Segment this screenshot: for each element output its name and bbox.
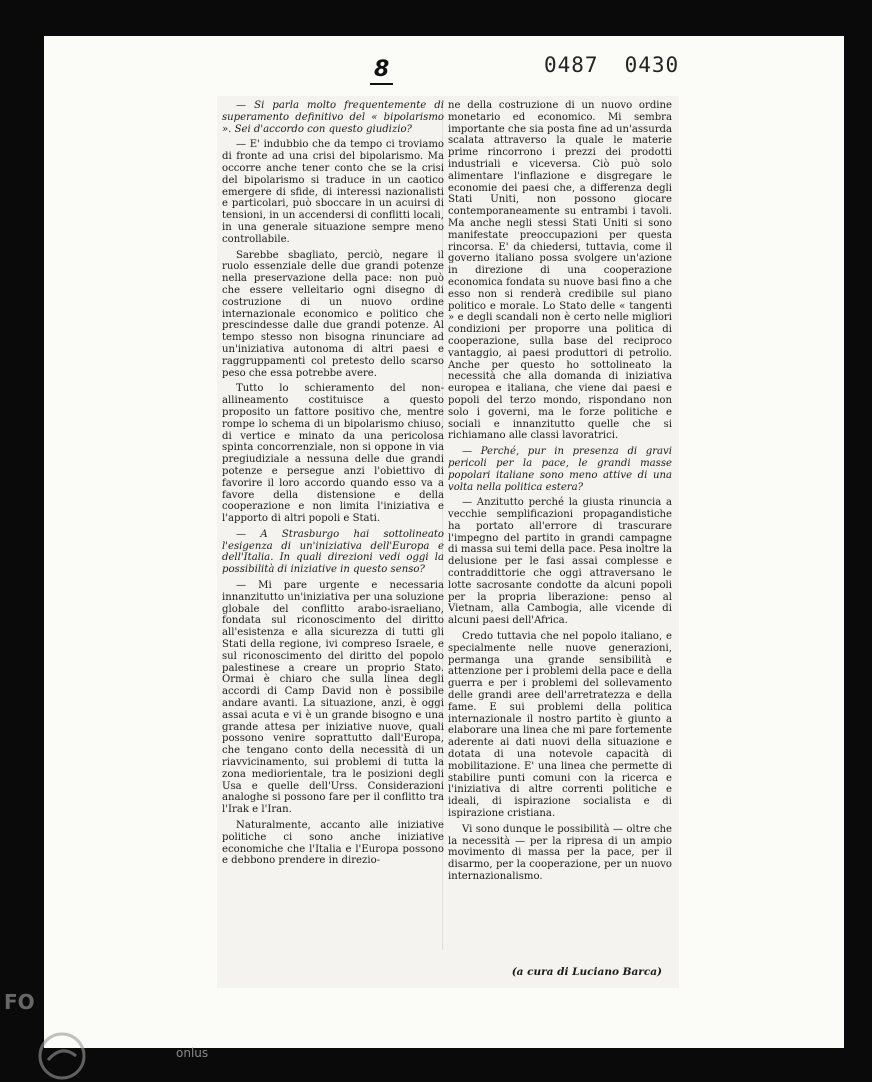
paragraph-continued: ne della costruzione di un nuovo ordine monetario ed economico. Mi sembra importante che sia posta fine ad un'assurda scalata attraverso la quale le materie prime rincorrono i prezzi dei prodotti industriali e viceversa. Ciò può solo alimentare l'inflazione e disgregare le economie dei paesi che, a differenza degli Stati Uniti, non possono giocare contemporaneamente su entrambi i tavoli. Ma anche negli stessi Stati Uniti si sono manifestate preoccupazioni per questa rincorsa. E' da chiedersi, tuttavia, come il governo italiano possa svolgere un'azione in direzione di una cooperazione economica fondata su nuove basi fino a che esso non si renderà credibile sul piano politico e morale. Lo Stato delle « tangenti » e degli scandali non è certo nelle migliori condizioni per proporre una politica di cooperazione, sulla base del reciproco vantaggio, ai paesi produttori di petrolio. Anche per questo ho sottolineato la necessità che alla domanda di iniziativa europea e italiana, che viene dai paesi e popoli del terzo mondo, rispondano non solo i governi, ma le forze politiche e sociali e innanzitutto quelle che si richiamano alle classi lavoratrici.: [448, 100, 672, 442]
watermark-logo-text: FO: [4, 990, 35, 1014]
archive-number-1: 0487: [544, 53, 599, 77]
paragraph-question: — Perché, pur in presenza di gravi pericoli per la pace, le grandi masse popolari italiane sono meno attive di una volta nella politica estera?: [448, 446, 672, 493]
paragraph: Vi sono dunque le possibilità — oltre che la necessità — per la ripresa di un ampio movimento di massa per la pace, per il disarmo, per la cooperazione, per un nuovo internazionalismo.: [448, 823, 672, 882]
paragraph: Credo tuttavia che nel popolo italiano, e specialmente nelle nuove generazioni, permanga una grande sensibilità e attenzione per i problemi della pace e della guerra e per i problemi del sollevamento delle grandi aree dell'arretratezza e della fame. E sui problemi della politica internazionale il nostro partito è giunto a elaborare una linea che mi pare fortemente aderente ai dati nuovi della situazione e dotata di una notevole capacità di mobilitazione. E' una linea che permette di stabilire punti comuni con la ricerca e l'iniziativa di altre correnti politiche e ideali, di ispirazione socialista e di ispirazione cristiana.: [448, 631, 672, 820]
paragraph: — E' indubbio che da tempo ci troviamo di fronte ad una crisi del bipolarismo. Ma occorre anche tener conto che se la crisi del bipolarismo si traduce in un caotico emergere di sfide, di interessi nazionalisti e particolari, può sboccare in un acuirsi di tensioni, in un accendersi di conflitti locali, in una generale situazione sempre meno controllabile.: [222, 139, 444, 245]
paragraph-question: — Si parla molto frequentemente di superamento definitivo del « bipolarismo ». Sei d'accordo con questo giudizio?: [222, 100, 444, 135]
article-credit: (a cura di Luciano Barca): [511, 966, 662, 978]
watermark-circle-icon: [36, 1030, 88, 1082]
paragraph: Sarebbe sbagliato, perciò, negare il ruolo essenziale delle due grandi potenze nella preservazione della pace: non può che essere velleitario ogni disegno di costruzione di un nuovo ordine internazionale economico e politico che prescindesse dalle due grandi potenze. Al tempo stesso non bisogna rinunciare ad un'iniziativa autonoma di altri paesi e raggruppamenti col pretesto dello scarso peso che essa potrebbe avere.: [222, 249, 444, 379]
watermark-suffix: onlus: [176, 1046, 209, 1060]
page-number-mark: 8: [370, 57, 393, 85]
paragraph-question: — A Strasburgo hai sottolineato l'esigenza di un'iniziativa dell'Europa e dell'Italia. In quali direzioni vedi oggi la possibilità di iniziative in questo senso?: [222, 528, 444, 576]
article-column-left: [222, 100, 444, 952]
article-column-right: [448, 100, 672, 952]
paragraph: Naturalmente, accanto alle iniziative politiche ci sono anche iniziative economiche che l'Italia e l'Europa possono e debbono prendere in direzio-: [222, 820, 444, 867]
archive-numbers: [544, 53, 705, 77]
paragraph: — Anzitutto perché la giusta rinuncia a vecchie semplificazioni propagandistiche ha portato all'errore di trascurare l'impegno del partito in grandi campagne di massa sui temi della pace. Pesa inoltre la delusione per le fasi assai complesse e contraddittorie che oggi attraversano le lotte sacrosante condotte da alcuni popoli per la propria liberazione: penso al Vietnam, alla Cambogia, alle vicende di alcuni paesi dell'Africa.: [448, 497, 672, 627]
archive-number-2: 0430: [624, 53, 680, 77]
paragraph: — Mi pare urgente e necessaria innanzitutto un'iniziativa per una soluzione globale del conflitto arabo-israeliano, fondata sul riconoscimento del diritto all'esistenza e alla sicurezza di tutti gli Stati della regione, ivi compreso Israele, e sul riconoscimento del diritto del popolo palestinese a creare un proprio Stato. Ormai è chiaro che sulla linea degli accordi di Camp David non è possibile andare avanti. La situazione, anzi, è oggi assai acuta e vi è un grande bisogno e una grande attesa per iniziative nuove, quali possono venire soprattutto dall'Europa, che tengano conto della necessità di un riavvicinamento, sui problemi di tutta la zona mediorientale, tra le posizioni degli Usa e quelle dell'Urss. Considerazioni analoghe si possono fare per il conflitto tra l'Irak e l'Iran.: [222, 580, 444, 816]
paragraph: Tutto lo schieramento del non-allineamento costituisce a questo proposito un fattore positivo che, mentre rompe lo schema di un bipolarismo chiuso, di vertice e minato da una pericolosa spinta concorrenziale, non si oppone in via pregiudiziale a nessuna delle due grandi potenze e persegue anzi l'obiettivo di favorire il loro accordo quando esso va a favore della distensione e della cooperazione e non limita l'iniziativa e l'apporto di altri popoli e Stati.: [222, 383, 444, 525]
